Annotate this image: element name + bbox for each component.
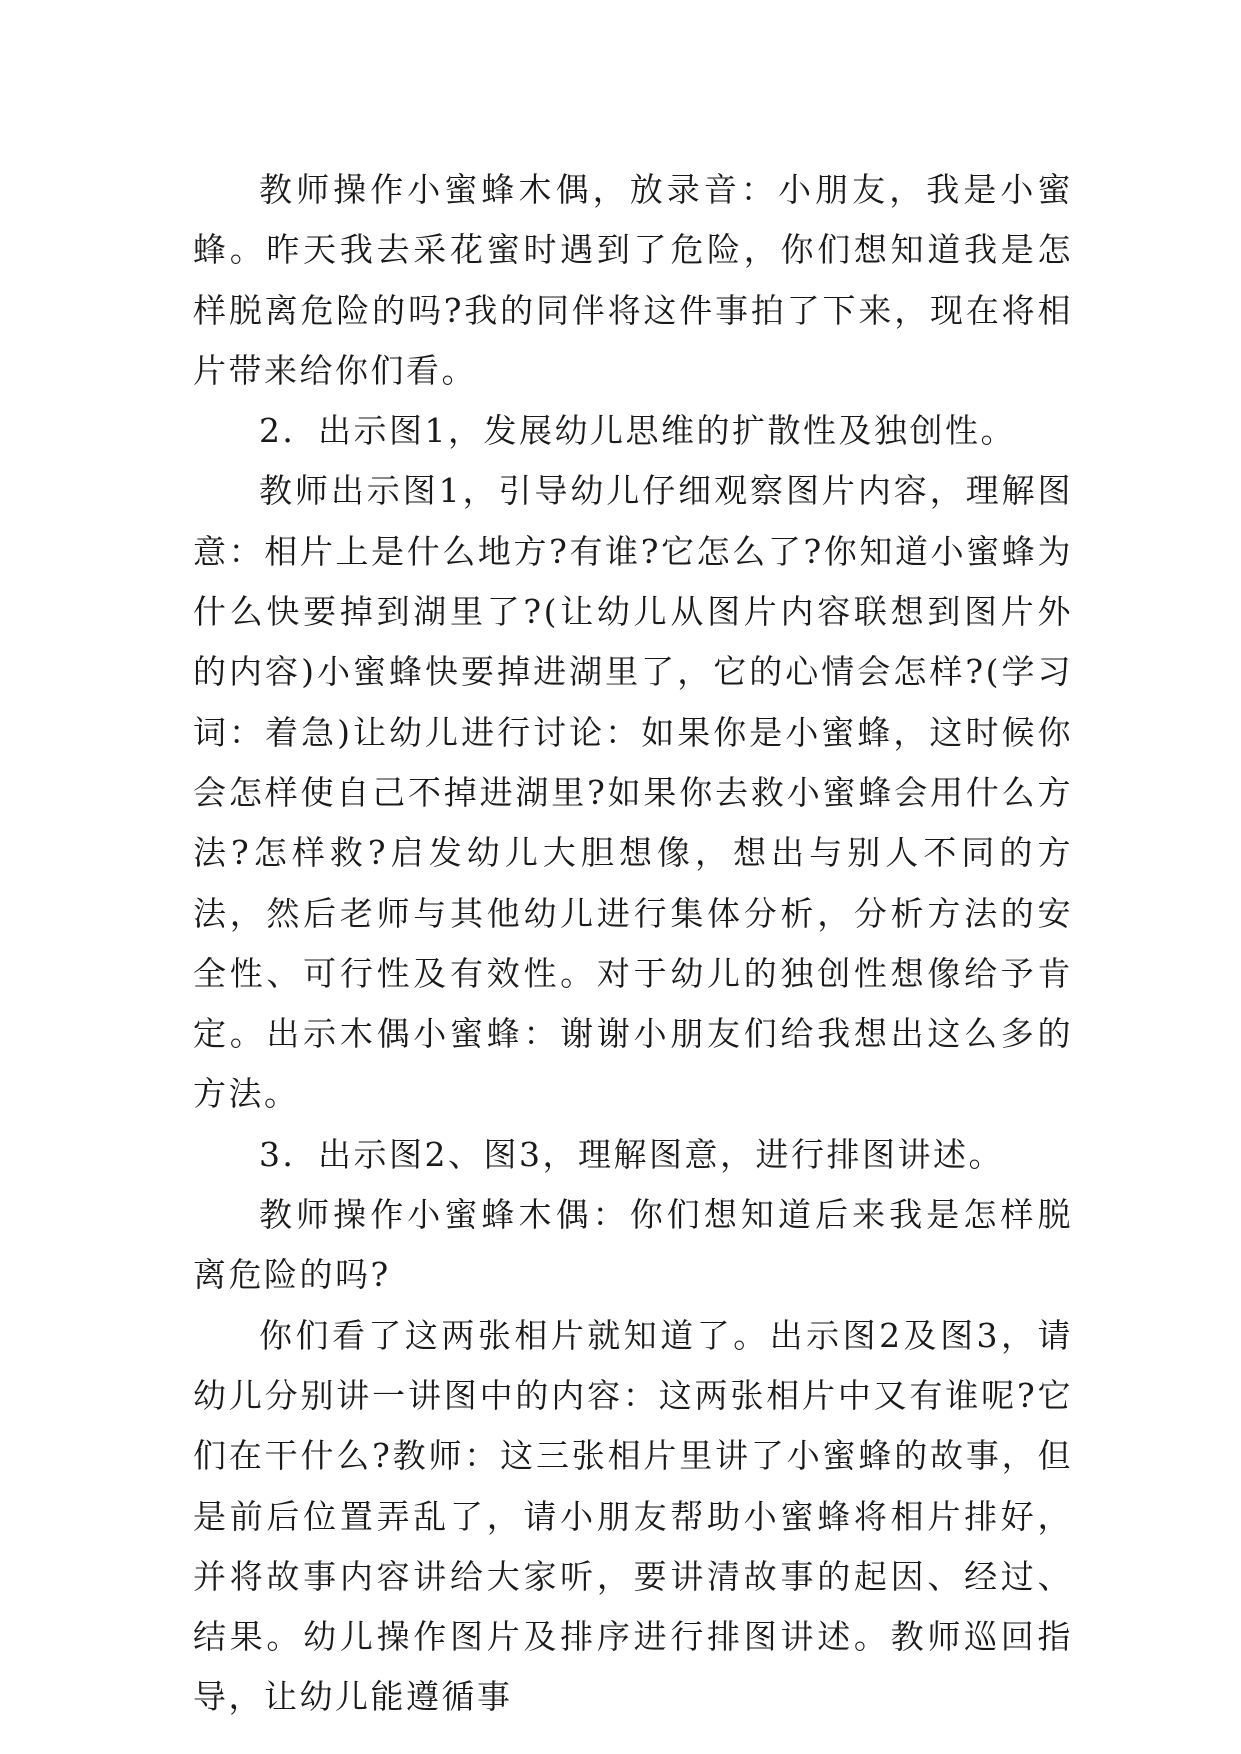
body-text bbox=[193, 160, 1073, 1728]
paragraph-step-2-heading: 2．出示图1，发展幼儿思维的扩散性及独创性。 bbox=[259, 411, 1016, 451]
paragraph-intro: 教师操作小蜜蜂木偶，放录音：小朋友，我是小蜜蜂。昨天我去采花蜜时遇到了危险，你们想知道我是怎样脱离危险的吗?我的同伴将这件事拍了下来，现在将相片带来给你们看。 bbox=[193, 170, 1073, 390]
paragraph-step-3-heading: 3．出示图2、图3，理解图意，进行排图讲述。 bbox=[259, 1134, 1004, 1174]
paragraph-step-3-body: 你们看了这两张相片就知道了。出示图2及图3，请幼儿分别讲一讲图中的内容：这两张相片中又有谁呢?它们在干什么?教师：这三张相片里讲了小蜜蜂的故事，但是前后位置弄乱了，请小朋友帮助小蜜蜂将相片排好，并将故事内容讲给大家听，要讲清故事的起因、经过、结果。幼儿操作图片及排序进行排图讲述。教师巡回指导，让幼儿能遵循事 bbox=[193, 1315, 1073, 1717]
paragraph-step-3-question: 教师操作小蜜蜂木偶：你们想知道后来我是怎样脱离危险的吗? bbox=[193, 1195, 1073, 1295]
paragraph-step-2-body: 教师出示图1，引导幼儿仔细观察图片内容，理解图意：相片上是什么地方?有谁?它怎么了?你知道小蜜蜂为什么快要掉到湖里了?(让幼儿从图片内容联想到图片外的内容)小蜜蜂快要掉进湖里了，它的心情会怎样?(学习词：着急)让幼儿进行讨论：如果你是小蜜蜂，这时候你会怎样使自己不掉进湖里?如果你去救小蜜蜂会用什么方法?怎样救?启发幼儿大胆想像，想出与别人不同的方法，然后老师与其他幼儿进行集体分析，分析方法的安全性、可行性及有效性。对于幼儿的独创性想像给予肯定。出示木偶小蜜蜂：谢谢小朋友们给我想出这么多的方法。 bbox=[193, 471, 1073, 1114]
